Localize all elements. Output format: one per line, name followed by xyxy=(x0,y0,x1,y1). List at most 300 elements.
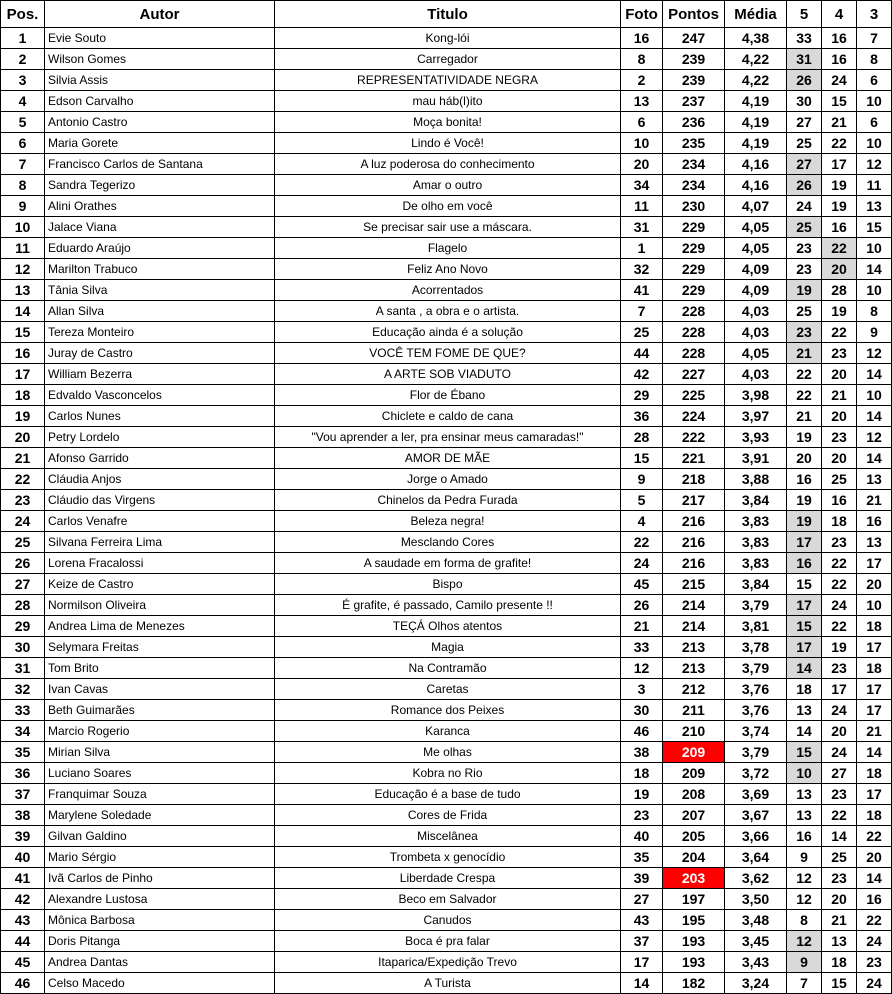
table-row xyxy=(1,133,892,154)
cell-titulo: AMOR DE MÃE xyxy=(275,448,621,469)
cell-foto: 20 xyxy=(621,154,663,175)
cell-pos: 42 xyxy=(1,889,45,910)
table-row xyxy=(1,595,892,616)
cell-3: 10 xyxy=(857,91,892,112)
cell-5: 31 xyxy=(787,49,822,70)
cell-pontos: 222 xyxy=(663,427,725,448)
cell-5: 21 xyxy=(787,406,822,427)
cell-foto: 9 xyxy=(621,469,663,490)
cell-5: 17 xyxy=(787,637,822,658)
cell-titulo: Acorrentados xyxy=(275,280,621,301)
table-row xyxy=(1,721,892,742)
cell-titulo: Jorge o Amado xyxy=(275,469,621,490)
cell-foto: 40 xyxy=(621,826,663,847)
cell-pontos: 228 xyxy=(663,343,725,364)
table-row xyxy=(1,868,892,889)
cell-4: 17 xyxy=(822,154,857,175)
cell-foto: 4 xyxy=(621,511,663,532)
table-row xyxy=(1,196,892,217)
table-row xyxy=(1,322,892,343)
cell-titulo: VOCÊ TEM FOME DE QUE? xyxy=(275,343,621,364)
cell-4: 21 xyxy=(822,910,857,931)
cell-foto: 22 xyxy=(621,532,663,553)
table-row xyxy=(1,511,892,532)
cell-autor: Tom Brito xyxy=(45,658,275,679)
cell-foto: 2 xyxy=(621,70,663,91)
cell-foto: 35 xyxy=(621,847,663,868)
cell-autor: Edson Carvalho xyxy=(45,91,275,112)
ranking-rows xyxy=(1,28,892,994)
cell-3: 17 xyxy=(857,700,892,721)
cell-foto: 42 xyxy=(621,364,663,385)
cell-media: 3,67 xyxy=(725,805,787,826)
cell-5: 9 xyxy=(787,952,822,973)
cell-5: 23 xyxy=(787,238,822,259)
cell-foto: 45 xyxy=(621,574,663,595)
cell-3: 12 xyxy=(857,343,892,364)
cell-5: 7 xyxy=(787,973,822,994)
cell-autor: Sandra Tegerizo xyxy=(45,175,275,196)
cell-titulo: Na Contramão xyxy=(275,658,621,679)
cell-foto: 18 xyxy=(621,763,663,784)
cell-5: 22 xyxy=(787,385,822,406)
cell-foto: 29 xyxy=(621,385,663,406)
cell-autor: Mônica Barbosa xyxy=(45,910,275,931)
cell-4: 16 xyxy=(822,490,857,511)
table-row xyxy=(1,658,892,679)
header-5: 5 xyxy=(787,1,822,28)
cell-5: 15 xyxy=(787,742,822,763)
table-row xyxy=(1,931,892,952)
cell-autor: Lorena Fracalossi xyxy=(45,553,275,574)
cell-pontos: 214 xyxy=(663,616,725,637)
cell-titulo: De olho em você xyxy=(275,196,621,217)
cell-pos: 46 xyxy=(1,973,45,994)
cell-media: 3,76 xyxy=(725,700,787,721)
cell-autor: Selymara Freitas xyxy=(45,637,275,658)
cell-pontos: 229 xyxy=(663,217,725,238)
cell-media: 3,83 xyxy=(725,532,787,553)
cell-3: 13 xyxy=(857,532,892,553)
cell-pos: 19 xyxy=(1,406,45,427)
header-3: 3 xyxy=(857,1,892,28)
cell-4: 23 xyxy=(822,343,857,364)
cell-foto: 44 xyxy=(621,343,663,364)
header-4: 4 xyxy=(822,1,857,28)
table-row xyxy=(1,154,892,175)
cell-5: 26 xyxy=(787,175,822,196)
cell-media: 3,83 xyxy=(725,511,787,532)
cell-autor: William Bezerra xyxy=(45,364,275,385)
cell-titulo: A ARTE SOB VIADUTO xyxy=(275,364,621,385)
cell-3: 18 xyxy=(857,763,892,784)
cell-pos: 37 xyxy=(1,784,45,805)
cell-5: 14 xyxy=(787,721,822,742)
cell-5: 12 xyxy=(787,931,822,952)
cell-pontos: 229 xyxy=(663,238,725,259)
cell-foto: 39 xyxy=(621,868,663,889)
cell-autor: Normilson Oliveira xyxy=(45,595,275,616)
cell-5: 9 xyxy=(787,847,822,868)
cell-foto: 3 xyxy=(621,679,663,700)
cell-media: 3,84 xyxy=(725,490,787,511)
cell-5: 10 xyxy=(787,763,822,784)
cell-autor: Mario Sérgio xyxy=(45,847,275,868)
cell-foto: 15 xyxy=(621,448,663,469)
cell-titulo: Bispo xyxy=(275,574,621,595)
cell-4: 22 xyxy=(822,553,857,574)
table-row xyxy=(1,637,892,658)
cell-3: 10 xyxy=(857,238,892,259)
cell-3: 14 xyxy=(857,448,892,469)
cell-pos: 25 xyxy=(1,532,45,553)
cell-media: 3,81 xyxy=(725,616,787,637)
table-row xyxy=(1,616,892,637)
cell-3: 10 xyxy=(857,595,892,616)
cell-autor: Eduardo Araújo xyxy=(45,238,275,259)
cell-titulo: TEÇÁ Olhos atentos xyxy=(275,616,621,637)
cell-media: 3,97 xyxy=(725,406,787,427)
cell-autor: Carlos Venafre xyxy=(45,511,275,532)
cell-pos: 39 xyxy=(1,826,45,847)
cell-media: 3,24 xyxy=(725,973,787,994)
cell-3: 7 xyxy=(857,28,892,49)
cell-4: 24 xyxy=(822,742,857,763)
cell-3: 11 xyxy=(857,175,892,196)
cell-foto: 19 xyxy=(621,784,663,805)
table-row xyxy=(1,259,892,280)
cell-autor: Jalace Viana xyxy=(45,217,275,238)
table-row xyxy=(1,364,892,385)
cell-media: 3,78 xyxy=(725,637,787,658)
cell-3: 14 xyxy=(857,406,892,427)
cell-4: 21 xyxy=(822,385,857,406)
cell-titulo: Moça bonita! xyxy=(275,112,621,133)
cell-foto: 16 xyxy=(621,28,663,49)
cell-media: 3,45 xyxy=(725,931,787,952)
cell-titulo: Flor de Ébano xyxy=(275,385,621,406)
cell-3: 21 xyxy=(857,721,892,742)
cell-3: 18 xyxy=(857,616,892,637)
cell-titulo: Me olhas xyxy=(275,742,621,763)
cell-5: 25 xyxy=(787,301,822,322)
cell-pos: 1 xyxy=(1,28,45,49)
cell-4: 18 xyxy=(822,952,857,973)
cell-4: 20 xyxy=(822,259,857,280)
cell-titulo: Liberdade Crespa xyxy=(275,868,621,889)
header-foto: Foto xyxy=(621,1,663,28)
cell-4: 23 xyxy=(822,427,857,448)
cell-autor: Marylene Soledade xyxy=(45,805,275,826)
cell-5: 19 xyxy=(787,427,822,448)
table-row xyxy=(1,448,892,469)
cell-media: 3,62 xyxy=(725,868,787,889)
cell-3: 13 xyxy=(857,196,892,217)
cell-pos: 11 xyxy=(1,238,45,259)
cell-pos: 41 xyxy=(1,868,45,889)
cell-5: 15 xyxy=(787,574,822,595)
cell-5: 33 xyxy=(787,28,822,49)
cell-titulo: Karanca xyxy=(275,721,621,742)
cell-4: 28 xyxy=(822,280,857,301)
cell-3: 12 xyxy=(857,154,892,175)
cell-media: 4,22 xyxy=(725,49,787,70)
cell-3: 12 xyxy=(857,427,892,448)
cell-pontos: 182 xyxy=(663,973,725,994)
cell-3: 10 xyxy=(857,280,892,301)
table-row xyxy=(1,952,892,973)
cell-autor: Cláudia Anjos xyxy=(45,469,275,490)
cell-4: 20 xyxy=(822,406,857,427)
cell-media: 4,05 xyxy=(725,238,787,259)
cell-titulo: É grafite, é passado, Camilo presente !! xyxy=(275,595,621,616)
cell-autor: Silvana Ferreira Lima xyxy=(45,532,275,553)
cell-pos: 27 xyxy=(1,574,45,595)
cell-autor: Petry Lordelo xyxy=(45,427,275,448)
cell-pos: 10 xyxy=(1,217,45,238)
cell-autor: Cláudio das Virgens xyxy=(45,490,275,511)
table-row xyxy=(1,112,892,133)
cell-pos: 34 xyxy=(1,721,45,742)
cell-autor: Afonso Garrido xyxy=(45,448,275,469)
cell-5: 16 xyxy=(787,469,822,490)
cell-autor: Silvia Assis xyxy=(45,70,275,91)
cell-autor: Marcio Rogerio xyxy=(45,721,275,742)
cell-foto: 5 xyxy=(621,490,663,511)
cell-4: 22 xyxy=(822,574,857,595)
cell-4: 19 xyxy=(822,196,857,217)
cell-3: 15 xyxy=(857,217,892,238)
cell-3: 22 xyxy=(857,910,892,931)
cell-foto: 12 xyxy=(621,658,663,679)
table-row xyxy=(1,847,892,868)
cell-titulo: Caretas xyxy=(275,679,621,700)
cell-autor: Beth Guimarães xyxy=(45,700,275,721)
cell-pos: 22 xyxy=(1,469,45,490)
cell-3: 14 xyxy=(857,742,892,763)
cell-media: 3,83 xyxy=(725,553,787,574)
cell-4: 22 xyxy=(822,238,857,259)
cell-pontos: 209 xyxy=(663,763,725,784)
cell-media: 4,16 xyxy=(725,154,787,175)
cell-4: 22 xyxy=(822,133,857,154)
cell-foto: 46 xyxy=(621,721,663,742)
cell-5: 12 xyxy=(787,889,822,910)
cell-titulo: Feliz Ano Novo xyxy=(275,259,621,280)
header-pos: Pos. xyxy=(1,1,45,28)
cell-autor: Keize de Castro xyxy=(45,574,275,595)
cell-3: 8 xyxy=(857,49,892,70)
cell-pontos: 237 xyxy=(663,91,725,112)
cell-5: 23 xyxy=(787,259,822,280)
cell-3: 20 xyxy=(857,574,892,595)
cell-titulo: Chinelos da Pedra Furada xyxy=(275,490,621,511)
cell-pontos: 197 xyxy=(663,889,725,910)
cell-titulo: Trombeta x genocídio xyxy=(275,847,621,868)
cell-pos: 12 xyxy=(1,259,45,280)
cell-5: 14 xyxy=(787,658,822,679)
cell-5: 19 xyxy=(787,490,822,511)
cell-4: 25 xyxy=(822,469,857,490)
cell-pontos: 210 xyxy=(663,721,725,742)
table-row xyxy=(1,742,892,763)
table-row xyxy=(1,70,892,91)
cell-pontos: 216 xyxy=(663,553,725,574)
cell-5: 17 xyxy=(787,595,822,616)
cell-media: 4,07 xyxy=(725,196,787,217)
cell-pos: 7 xyxy=(1,154,45,175)
cell-3: 17 xyxy=(857,679,892,700)
cell-titulo: Kong-lói xyxy=(275,28,621,49)
cell-foto: 38 xyxy=(621,742,663,763)
cell-media: 3,74 xyxy=(725,721,787,742)
cell-pontos: 247 xyxy=(663,28,725,49)
cell-pos: 9 xyxy=(1,196,45,217)
cell-media: 3,79 xyxy=(725,742,787,763)
cell-autor: Mirian Silva xyxy=(45,742,275,763)
cell-4: 13 xyxy=(822,931,857,952)
table-row xyxy=(1,469,892,490)
cell-5: 25 xyxy=(787,133,822,154)
cell-pos: 36 xyxy=(1,763,45,784)
cell-3: 17 xyxy=(857,784,892,805)
cell-3: 22 xyxy=(857,826,892,847)
cell-media: 3,93 xyxy=(725,427,787,448)
header-pontos: Pontos xyxy=(663,1,725,28)
cell-autor: Edvaldo Vasconcelos xyxy=(45,385,275,406)
cell-titulo: Flagelo xyxy=(275,238,621,259)
cell-3: 10 xyxy=(857,385,892,406)
cell-titulo: "Vou aprender a ler, pra ensinar meus camaradas!" xyxy=(275,427,621,448)
cell-pontos: 218 xyxy=(663,469,725,490)
cell-foto: 26 xyxy=(621,595,663,616)
cell-pontos: 214 xyxy=(663,595,725,616)
cell-media: 3,79 xyxy=(725,595,787,616)
cell-autor: Gilvan Galdino xyxy=(45,826,275,847)
cell-4: 17 xyxy=(822,679,857,700)
cell-5: 26 xyxy=(787,70,822,91)
cell-media: 4,16 xyxy=(725,175,787,196)
cell-foto: 37 xyxy=(621,931,663,952)
cell-autor: Tânia Silva xyxy=(45,280,275,301)
cell-5: 22 xyxy=(787,364,822,385)
cell-media: 3,91 xyxy=(725,448,787,469)
cell-pos: 31 xyxy=(1,658,45,679)
cell-media: 3,48 xyxy=(725,910,787,931)
cell-titulo: Boca é pra falar xyxy=(275,931,621,952)
cell-4: 19 xyxy=(822,301,857,322)
cell-pontos: 236 xyxy=(663,112,725,133)
cell-titulo: Romance dos Peixes xyxy=(275,700,621,721)
table-row xyxy=(1,238,892,259)
cell-pontos: 234 xyxy=(663,175,725,196)
cell-5: 12 xyxy=(787,868,822,889)
cell-pontos: 229 xyxy=(663,280,725,301)
cell-pos: 35 xyxy=(1,742,45,763)
cell-autor: Wilson Gomes xyxy=(45,49,275,70)
cell-titulo: Beco em Salvador xyxy=(275,889,621,910)
cell-media: 3,72 xyxy=(725,763,787,784)
cell-pos: 44 xyxy=(1,931,45,952)
cell-media: 3,88 xyxy=(725,469,787,490)
cell-media: 4,22 xyxy=(725,70,787,91)
cell-3: 24 xyxy=(857,973,892,994)
cell-5: 21 xyxy=(787,343,822,364)
cell-3: 10 xyxy=(857,133,892,154)
cell-pos: 28 xyxy=(1,595,45,616)
cell-media: 3,69 xyxy=(725,784,787,805)
cell-pontos: 208 xyxy=(663,784,725,805)
cell-4: 22 xyxy=(822,805,857,826)
cell-pos: 14 xyxy=(1,301,45,322)
cell-autor: Tereza Monteiro xyxy=(45,322,275,343)
cell-pos: 40 xyxy=(1,847,45,868)
cell-3: 9 xyxy=(857,322,892,343)
cell-media: 4,19 xyxy=(725,91,787,112)
header-titulo: Titulo xyxy=(275,1,621,28)
cell-pontos: 216 xyxy=(663,511,725,532)
cell-autor: Allan Silva xyxy=(45,301,275,322)
table-row xyxy=(1,532,892,553)
cell-3: 14 xyxy=(857,259,892,280)
cell-pos: 3 xyxy=(1,70,45,91)
cell-autor: Doris Pitanga xyxy=(45,931,275,952)
cell-5: 27 xyxy=(787,112,822,133)
cell-foto: 6 xyxy=(621,112,663,133)
cell-3: 8 xyxy=(857,301,892,322)
cell-pontos: 228 xyxy=(663,301,725,322)
cell-pontos: 227 xyxy=(663,364,725,385)
cell-media: 4,03 xyxy=(725,364,787,385)
cell-pos: 43 xyxy=(1,910,45,931)
cell-foto: 32 xyxy=(621,259,663,280)
cell-titulo: A saudade em forma de grafite! xyxy=(275,553,621,574)
cell-foto: 7 xyxy=(621,301,663,322)
cell-media: 3,84 xyxy=(725,574,787,595)
table-row xyxy=(1,679,892,700)
cell-pos: 29 xyxy=(1,616,45,637)
cell-4: 24 xyxy=(822,595,857,616)
cell-pontos: 213 xyxy=(663,637,725,658)
cell-pontos: 216 xyxy=(663,532,725,553)
cell-5: 27 xyxy=(787,154,822,175)
cell-autor: Franquimar Souza xyxy=(45,784,275,805)
cell-4: 23 xyxy=(822,868,857,889)
cell-media: 4,38 xyxy=(725,28,787,49)
cell-titulo: A luz poderosa do conhecimento xyxy=(275,154,621,175)
cell-titulo: Educação é a base de tudo xyxy=(275,784,621,805)
table-row xyxy=(1,175,892,196)
cell-titulo: REPRESENTATIVIDADE NEGRA xyxy=(275,70,621,91)
cell-pos: 45 xyxy=(1,952,45,973)
table-row xyxy=(1,91,892,112)
cell-autor: Luciano Soares xyxy=(45,763,275,784)
cell-foto: 36 xyxy=(621,406,663,427)
cell-titulo: mau háb(l)ito xyxy=(275,91,621,112)
cell-pos: 18 xyxy=(1,385,45,406)
cell-pos: 24 xyxy=(1,511,45,532)
cell-media: 3,79 xyxy=(725,658,787,679)
cell-foto: 24 xyxy=(621,553,663,574)
cell-4: 20 xyxy=(822,448,857,469)
cell-autor: Juray de Castro xyxy=(45,343,275,364)
cell-pontos: 209 xyxy=(663,742,725,763)
table-row xyxy=(1,826,892,847)
cell-5: 25 xyxy=(787,217,822,238)
cell-media: 3,66 xyxy=(725,826,787,847)
cell-5: 20 xyxy=(787,448,822,469)
cell-pontos: 239 xyxy=(663,70,725,91)
